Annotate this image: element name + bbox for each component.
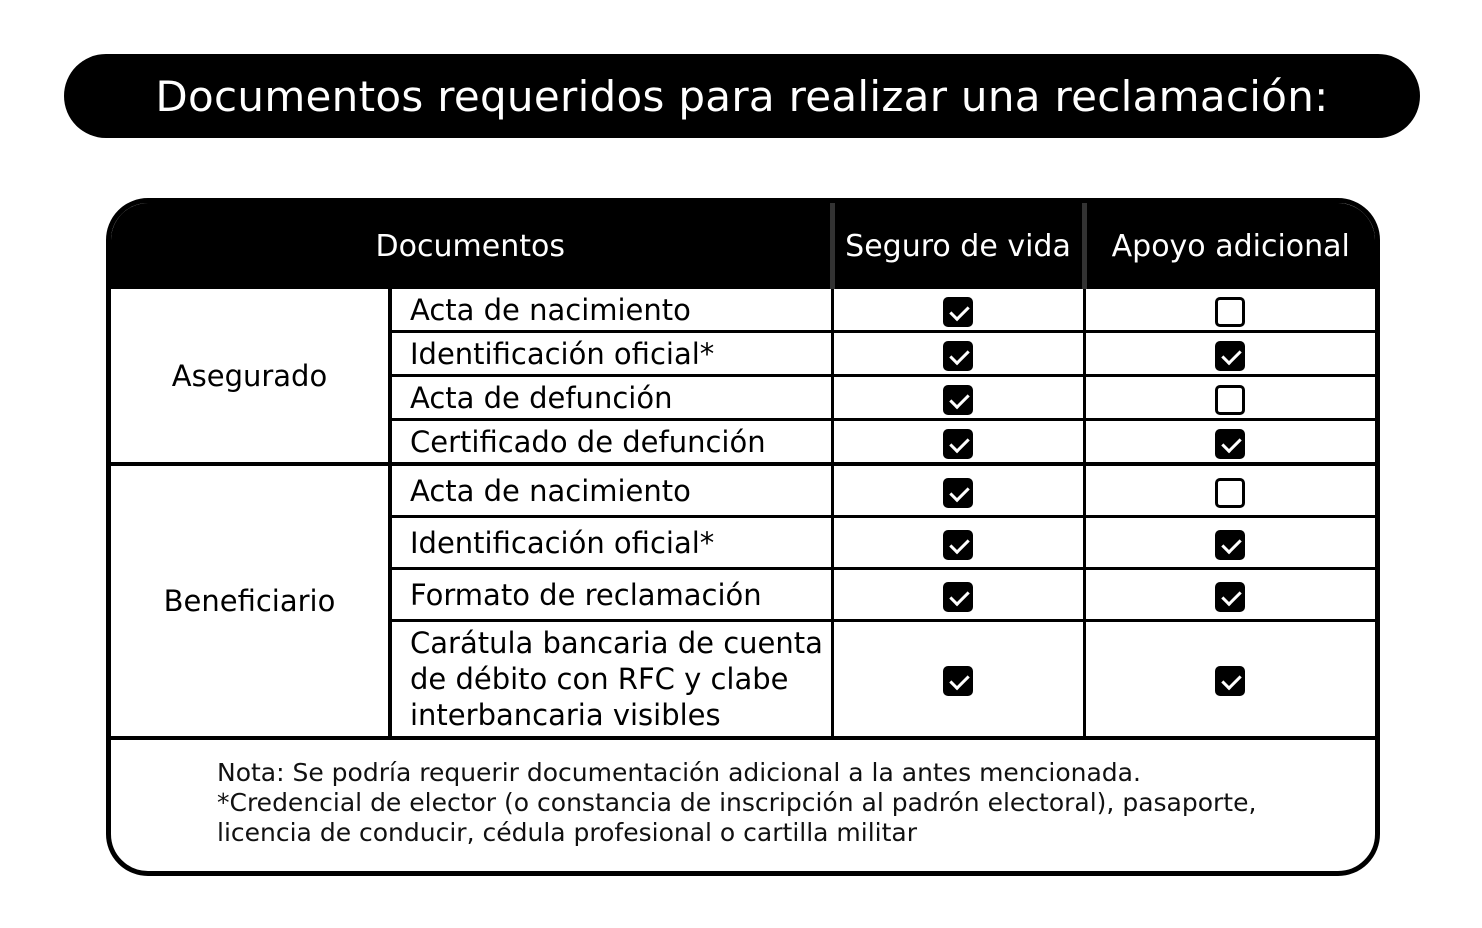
checked-checkbox-icon [1215,429,1245,459]
unchecked-checkbox-icon [1215,297,1245,327]
checked-checkbox-icon [943,666,973,696]
table-header-row [111,203,1375,289]
checked-checkbox-icon [943,429,973,459]
document-name: Identificación oficial* [390,332,832,376]
document-name-line: de débito con RFC y clabe [410,662,789,696]
unchecked-checkbox-icon [1215,478,1245,508]
title-banner [64,54,1420,138]
cell-apoyo-adicional [1084,569,1375,621]
checked-checkbox-icon [1215,666,1245,696]
document-name: Certificado de defunción [390,420,832,465]
header-apoyo-adicional: Apoyo adicional [1084,203,1375,289]
note-line: licencia de conducir, cédula profesional o cartilla militar [217,818,918,847]
cell-apoyo-adicional [1084,621,1375,739]
cell-seguro-de-vida [832,621,1084,739]
note-row [111,738,1375,866]
checked-checkbox-icon [943,582,973,612]
cell-seguro-de-vida [832,376,1084,420]
document-name: Acta de defunción [390,376,832,420]
checked-checkbox-icon [943,385,973,415]
cell-apoyo-adicional [1084,464,1375,517]
cell-seguro-de-vida [832,420,1084,465]
note-line: Nota: Se podría requerir documentación adicional a la antes mencionada. [217,758,1141,787]
document-name: Acta de nacimiento [390,464,832,517]
document-name: Formato de reclamación [390,569,832,621]
documents-table [111,203,1375,866]
note-cell [111,738,1375,866]
document-name: Acta de nacimiento [390,289,832,332]
cell-apoyo-adicional [1084,289,1375,332]
header-documentos: Documentos [111,203,832,289]
table-row [111,464,1375,517]
cell-apoyo-adicional [1084,517,1375,569]
page-title: Documentos requeridos para realizar una reclamación: [155,71,1329,121]
cell-seguro-de-vida [832,517,1084,569]
cell-apoyo-adicional [1084,332,1375,376]
cell-seguro-de-vida [832,289,1084,332]
cell-seguro-de-vida [832,569,1084,621]
header-seguro-de-vida: Seguro de vida [832,203,1084,289]
checked-checkbox-icon [1215,341,1245,371]
footnote [111,740,1375,848]
unchecked-checkbox-icon [1215,385,1245,415]
checked-checkbox-icon [943,478,973,508]
table-row [111,289,1375,332]
document-name: Identificación oficial* [390,517,832,569]
checked-checkbox-icon [1215,582,1245,612]
checked-checkbox-icon [943,341,973,371]
group-label-beneficiario: Beneficiario [111,464,390,738]
cell-seguro-de-vida [832,464,1084,517]
document-name-line: Carátula bancaria de cuenta [410,626,823,660]
group-label-asegurado: Asegurado [111,289,390,464]
document-name [390,621,832,739]
document-name-line: interbancaria visibles [410,698,721,732]
cell-seguro-de-vida [832,332,1084,376]
checked-checkbox-icon [943,297,973,327]
checked-checkbox-icon [1215,530,1245,560]
checked-checkbox-icon [943,530,973,560]
documents-table-card [106,198,1380,876]
note-line: *Credencial de elector (o constancia de inscripción al padrón electoral), pasaporte, [217,788,1257,817]
cell-apoyo-adicional [1084,420,1375,465]
cell-apoyo-adicional [1084,376,1375,420]
